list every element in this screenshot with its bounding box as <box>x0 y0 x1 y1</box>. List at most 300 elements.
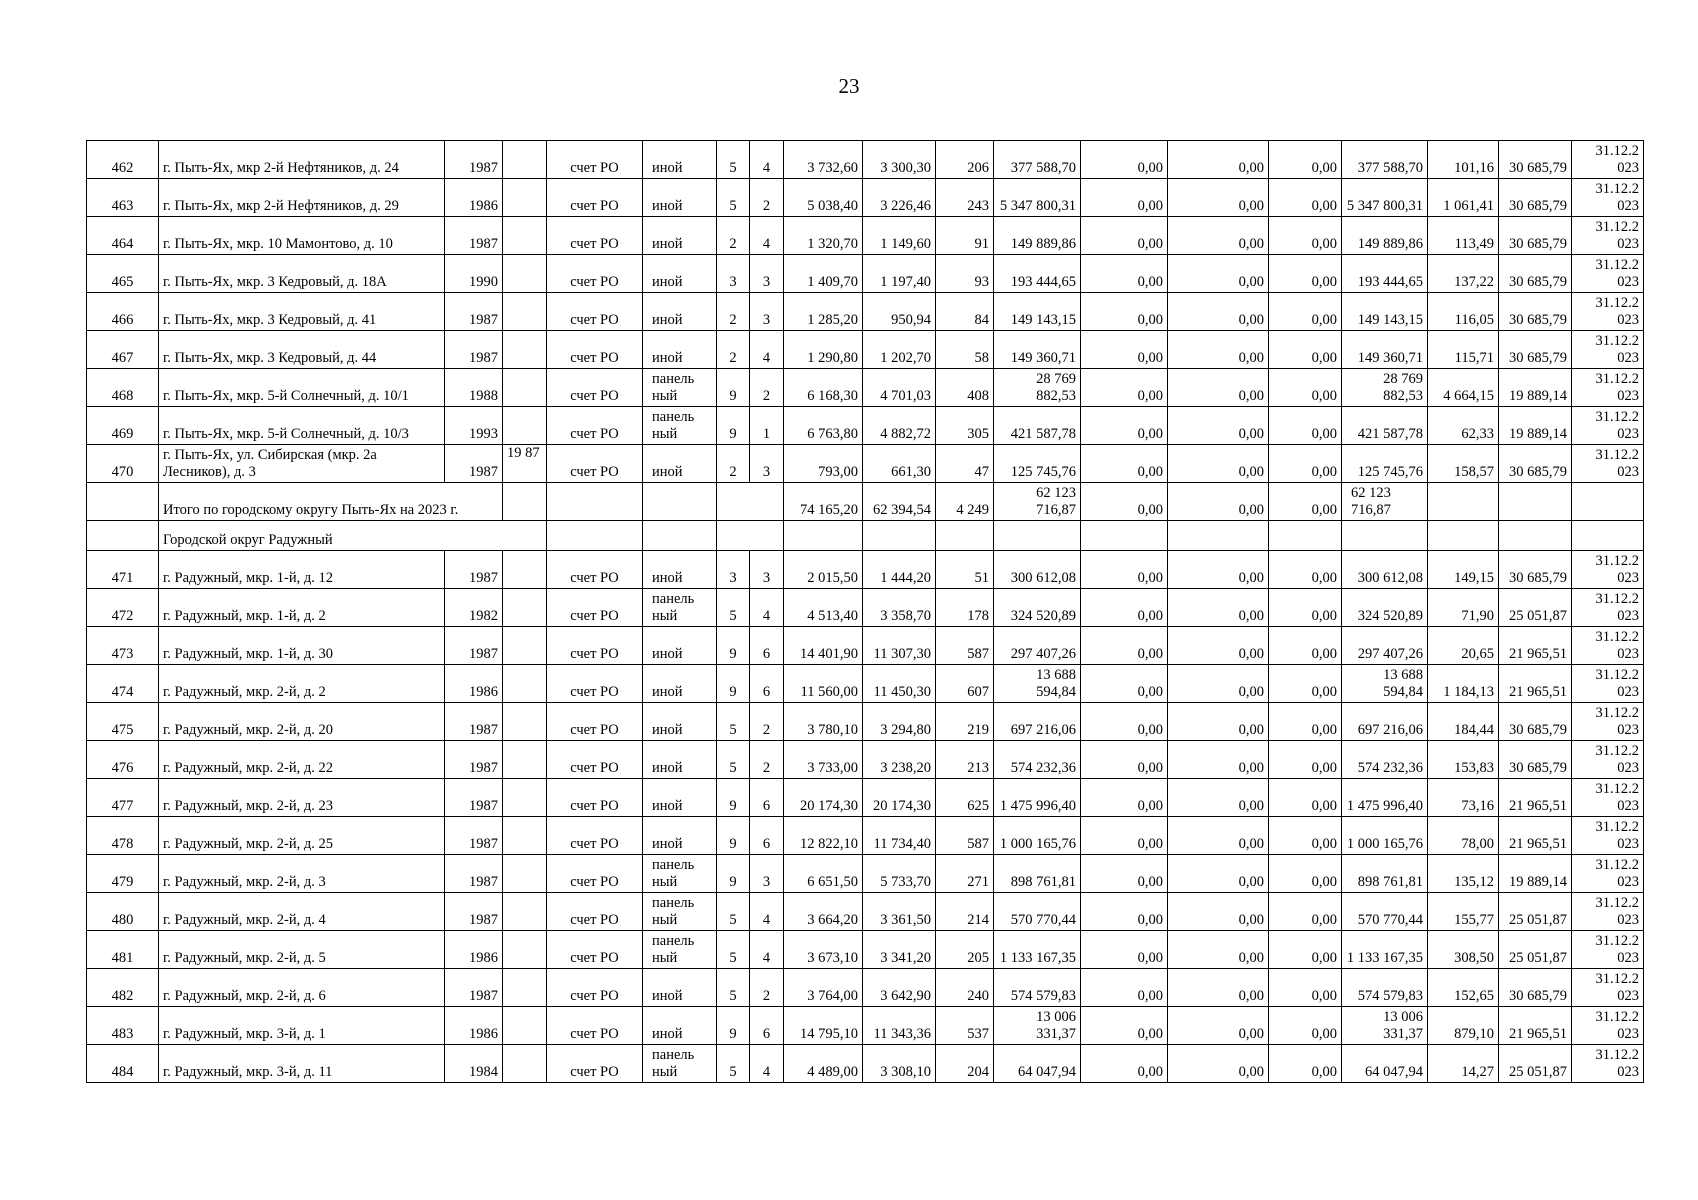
entrances-cell: 2 <box>750 369 784 407</box>
regional-funds-cell: 0,00 <box>1168 331 1269 369</box>
section-title: Городской округ Радужный <box>159 521 547 551</box>
total-cost-cell: 125 745,76 <box>994 445 1081 483</box>
federal-funds-cell: 0,00 <box>1081 179 1168 217</box>
housing-register-table <box>86 140 1644 1083</box>
unit-limit-cell: 30 685,79 <box>1499 741 1572 779</box>
entrances-cell: 6 <box>750 665 784 703</box>
regional-funds-cell: 0,00 <box>1168 1007 1269 1045</box>
wall-material-cell: иной <box>643 551 717 589</box>
residents-cell: 587 <box>936 817 994 855</box>
living-area-cell: 3 358,70 <box>863 589 936 627</box>
unit-limit-cell: 25 051,87 <box>1499 1045 1572 1083</box>
year-commissioned-cell <box>503 893 547 931</box>
living-area-cell: 11 307,30 <box>863 627 936 665</box>
entrances-cell: 4 <box>750 217 784 255</box>
total-row <box>87 483 1644 521</box>
owner-funds-cell: 125 745,76 <box>1342 445 1428 483</box>
total-cost-cell: 1 133 167,35 <box>994 931 1081 969</box>
owner-funds-cell: 1 133 167,35 <box>1342 931 1428 969</box>
floors-cell: 5 <box>717 741 750 779</box>
federal-funds-cell: 0,00 <box>1081 779 1168 817</box>
regional-funds-cell: 0,00 <box>1168 407 1269 445</box>
municipal-funds-cell: 0,00 <box>1269 445 1342 483</box>
residents-cell: 205 <box>936 931 994 969</box>
table-body <box>87 141 1644 1083</box>
federal-funds-cell: 0,00 <box>1081 551 1168 589</box>
total-cost-cell: 1 000 165,76 <box>994 817 1081 855</box>
unit-cost-cell: 184,44 <box>1428 703 1499 741</box>
address-cell: г. Пыть-Ях, мкр. 3 Кедровый, д. 18А <box>159 255 445 293</box>
living-area-cell: 11 450,30 <box>863 665 936 703</box>
unit-cost-cell: 879,10 <box>1428 1007 1499 1045</box>
wall-material-cell: панель ный <box>643 589 717 627</box>
year-commissioned-cell <box>503 331 547 369</box>
regional-funds-cell: 0,00 <box>1168 969 1269 1007</box>
federal-funds-cell: 0,00 <box>1081 369 1168 407</box>
municipal-funds-cell: 0,00 <box>1269 141 1342 179</box>
year-built-cell: 1986 <box>445 1007 503 1045</box>
unit-cost-cell: 20,65 <box>1428 627 1499 665</box>
year-built-cell: 1986 <box>445 931 503 969</box>
regional-funds-cell: 0,00 <box>1168 255 1269 293</box>
federal-funds-cell: 0,00 <box>1081 217 1168 255</box>
floors-cell: 9 <box>717 855 750 893</box>
floors-cell: 2 <box>717 293 750 331</box>
completion-date-cell: 31.12.2 023 <box>1572 1045 1644 1083</box>
entrances-cell: 3 <box>750 855 784 893</box>
unit-limit-cell: 21 965,51 <box>1499 665 1572 703</box>
wall-material-cell: иной <box>643 141 717 179</box>
residents-cell: 214 <box>936 893 994 931</box>
funding-source-cell: счет РО <box>547 779 643 817</box>
table-row <box>87 817 1644 855</box>
owner-funds-cell: 13 006 331,37 <box>1342 1007 1428 1045</box>
funding-source-cell: счет РО <box>547 969 643 1007</box>
municipal-funds-cell: 0,00 <box>1269 255 1342 293</box>
year-built-cell: 1987 <box>445 703 503 741</box>
unit-limit-cell: 19 889,14 <box>1499 855 1572 893</box>
municipal-funds-cell: 0,00 <box>1269 331 1342 369</box>
wall-material-cell: иной <box>643 741 717 779</box>
residents-cell: 587 <box>936 627 994 665</box>
total-residents-cell: 4 249 <box>936 483 994 521</box>
total-area-cell: 20 174,30 <box>784 779 863 817</box>
address-cell: г. Радужный, мкр. 1-й, д. 30 <box>159 627 445 665</box>
living-area-cell: 3 308,10 <box>863 1045 936 1083</box>
floors-cell: 9 <box>717 369 750 407</box>
regional-funds-cell: 0,00 <box>1168 817 1269 855</box>
regional-funds-cell: 0,00 <box>1168 741 1269 779</box>
wall-material-cell: панель ный <box>643 407 717 445</box>
completion-date-cell: 31.12.2 023 <box>1572 331 1644 369</box>
completion-date-cell: 31.12.2 023 <box>1572 445 1644 483</box>
funding-source-cell: счет РО <box>547 331 643 369</box>
year-built-cell: 1986 <box>445 179 503 217</box>
address-cell: г. Радужный, мкр. 2-й, д. 5 <box>159 931 445 969</box>
empty-cell <box>717 521 784 551</box>
total-v3-cell: 0,00 <box>1269 483 1342 521</box>
regional-funds-cell: 0,00 <box>1168 931 1269 969</box>
total-cost-cell: 898 761,81 <box>994 855 1081 893</box>
residents-cell: 47 <box>936 445 994 483</box>
completion-date-cell: 31.12.2 023 <box>1572 665 1644 703</box>
year-built-cell: 1987 <box>445 445 503 483</box>
floors-cell: 5 <box>717 893 750 931</box>
total-area-cell: 3 733,00 <box>784 741 863 779</box>
empty-cell <box>1499 483 1572 521</box>
wall-material-cell: панель ный <box>643 369 717 407</box>
entrances-cell: 4 <box>750 141 784 179</box>
total-area-cell: 3 780,10 <box>784 703 863 741</box>
unit-cost-cell: 115,71 <box>1428 331 1499 369</box>
funding-source-cell: счет РО <box>547 627 643 665</box>
total-area-cell: 1 320,70 <box>784 217 863 255</box>
residents-cell: 305 <box>936 407 994 445</box>
federal-funds-cell: 0,00 <box>1081 969 1168 1007</box>
wall-material-cell: иной <box>643 1007 717 1045</box>
empty-cell <box>936 521 994 551</box>
row-number: 462 <box>87 141 159 179</box>
total-cost-cell: 697 216,06 <box>994 703 1081 741</box>
total-area-cell: 6 763,80 <box>784 407 863 445</box>
empty-cell <box>994 521 1081 551</box>
completion-date-cell: 31.12.2 023 <box>1572 141 1644 179</box>
residents-cell: 243 <box>936 179 994 217</box>
unit-cost-cell: 137,22 <box>1428 255 1499 293</box>
address-cell: г. Радужный, мкр. 2-й, д. 20 <box>159 703 445 741</box>
federal-funds-cell: 0,00 <box>1081 331 1168 369</box>
completion-date-cell: 31.12.2 023 <box>1572 293 1644 331</box>
regional-funds-cell: 0,00 <box>1168 141 1269 179</box>
municipal-funds-cell: 0,00 <box>1269 179 1342 217</box>
row-number: 465 <box>87 255 159 293</box>
funding-source-cell: счет РО <box>547 931 643 969</box>
year-built-cell: 1987 <box>445 969 503 1007</box>
entrances-cell: 1 <box>750 407 784 445</box>
wall-material-cell: панель ный <box>643 855 717 893</box>
completion-date-cell: 31.12.2 023 <box>1572 1007 1644 1045</box>
year-built-cell: 1987 <box>445 817 503 855</box>
address-cell: г. Радужный, мкр. 3-й, д. 1 <box>159 1007 445 1045</box>
address-cell: г. Пыть-Ях, мкр 2-й Нефтяников, д. 29 <box>159 179 445 217</box>
table-row <box>87 627 1644 665</box>
regional-funds-cell: 0,00 <box>1168 627 1269 665</box>
row-number: 470 <box>87 445 159 483</box>
federal-funds-cell: 0,00 <box>1081 589 1168 627</box>
total-cost-cell: 300 612,08 <box>994 551 1081 589</box>
year-commissioned-cell <box>503 179 547 217</box>
year-commissioned-cell <box>503 969 547 1007</box>
empty-cell <box>1081 521 1168 551</box>
table-row <box>87 179 1644 217</box>
table-row <box>87 741 1644 779</box>
table-row <box>87 293 1644 331</box>
entrances-cell: 2 <box>750 703 784 741</box>
federal-funds-cell: 0,00 <box>1081 627 1168 665</box>
address-cell: г. Радужный, мкр. 2-й, д. 23 <box>159 779 445 817</box>
empty-cell <box>1428 521 1499 551</box>
regional-funds-cell: 0,00 <box>1168 1045 1269 1083</box>
total-area-cell: 11 560,00 <box>784 665 863 703</box>
funding-source-cell: счет РО <box>547 1007 643 1045</box>
year-commissioned-cell <box>503 589 547 627</box>
living-area-cell: 4 701,03 <box>863 369 936 407</box>
total-cost-cell: 1 475 996,40 <box>994 779 1081 817</box>
living-area-cell: 1 444,20 <box>863 551 936 589</box>
federal-funds-cell: 0,00 <box>1081 817 1168 855</box>
year-built-cell: 1987 <box>445 217 503 255</box>
floors-cell: 9 <box>717 407 750 445</box>
municipal-funds-cell: 0,00 <box>1269 293 1342 331</box>
municipal-funds-cell: 0,00 <box>1269 741 1342 779</box>
entrances-cell: 6 <box>750 627 784 665</box>
funding-source-cell: счет РО <box>547 741 643 779</box>
owner-funds-cell: 300 612,08 <box>1342 551 1428 589</box>
empty-cell <box>643 521 717 551</box>
table-row <box>87 931 1644 969</box>
table-row <box>87 703 1644 741</box>
table-row <box>87 217 1644 255</box>
floors-cell: 5 <box>717 179 750 217</box>
residents-cell: 240 <box>936 969 994 1007</box>
year-built-cell: 1984 <box>445 1045 503 1083</box>
floors-cell: 9 <box>717 817 750 855</box>
municipal-funds-cell: 0,00 <box>1269 665 1342 703</box>
residents-cell: 271 <box>936 855 994 893</box>
federal-funds-cell: 0,00 <box>1081 741 1168 779</box>
total-cost-cell: 297 407,26 <box>994 627 1081 665</box>
residents-cell: 204 <box>936 1045 994 1083</box>
residents-cell: 84 <box>936 293 994 331</box>
table-row <box>87 551 1644 589</box>
living-area-cell: 3 226,46 <box>863 179 936 217</box>
total-area2-cell: 62 394,54 <box>863 483 936 521</box>
unit-cost-cell: 62,33 <box>1428 407 1499 445</box>
table-row <box>87 969 1644 1007</box>
table-row <box>87 255 1644 293</box>
federal-funds-cell: 0,00 <box>1081 1007 1168 1045</box>
floors-cell: 9 <box>717 1007 750 1045</box>
unit-cost-cell: 158,57 <box>1428 445 1499 483</box>
year-built-cell: 1982 <box>445 589 503 627</box>
wall-material-cell: иной <box>643 179 717 217</box>
table-row <box>87 369 1644 407</box>
wall-material-cell: панель ный <box>643 1045 717 1083</box>
floors-cell: 2 <box>717 217 750 255</box>
total-area-cell: 3 732,60 <box>784 141 863 179</box>
empty-cell <box>547 483 643 521</box>
year-commissioned-cell <box>503 931 547 969</box>
owner-funds-cell: 5 347 800,31 <box>1342 179 1428 217</box>
residents-cell: 91 <box>936 217 994 255</box>
unit-limit-cell: 21 965,51 <box>1499 817 1572 855</box>
funding-source-cell: счет РО <box>547 665 643 703</box>
regional-funds-cell: 0,00 <box>1168 665 1269 703</box>
wall-material-cell: иной <box>643 779 717 817</box>
table-row <box>87 331 1644 369</box>
entrances-cell: 2 <box>750 741 784 779</box>
total-area-cell: 3 664,20 <box>784 893 863 931</box>
total-area-cell: 4 489,00 <box>784 1045 863 1083</box>
total-area-cell: 3 673,10 <box>784 931 863 969</box>
unit-cost-cell: 135,12 <box>1428 855 1499 893</box>
row-number: 476 <box>87 741 159 779</box>
total-cost-cell: 324 520,89 <box>994 589 1081 627</box>
unit-limit-cell: 30 685,79 <box>1499 445 1572 483</box>
total-cost-cell: 149 889,86 <box>994 217 1081 255</box>
unit-cost-cell: 149,15 <box>1428 551 1499 589</box>
floors-cell: 2 <box>717 445 750 483</box>
total-area-cell: 1 409,70 <box>784 255 863 293</box>
wall-material-cell: иной <box>643 627 717 665</box>
year-built-cell: 1987 <box>445 293 503 331</box>
unit-limit-cell: 21 965,51 <box>1499 779 1572 817</box>
funding-source-cell: счет РО <box>547 179 643 217</box>
address-cell: г. Радужный, мкр. 2-й, д. 4 <box>159 893 445 931</box>
table-row <box>87 893 1644 931</box>
unit-limit-cell: 30 685,79 <box>1499 179 1572 217</box>
unit-cost-cell: 153,83 <box>1428 741 1499 779</box>
wall-material-cell: панель ный <box>643 893 717 931</box>
entrances-cell: 3 <box>750 445 784 483</box>
wall-material-cell: иной <box>643 255 717 293</box>
federal-funds-cell: 0,00 <box>1081 893 1168 931</box>
federal-funds-cell: 0,00 <box>1081 407 1168 445</box>
funding-source-cell: счет РО <box>547 407 643 445</box>
funding-source-cell: счет РО <box>547 551 643 589</box>
completion-date-cell: 31.12.2 023 <box>1572 893 1644 931</box>
owner-funds-cell: 377 588,70 <box>1342 141 1428 179</box>
entrances-cell: 4 <box>750 1045 784 1083</box>
total-cost-cell: 13 688 594,84 <box>994 665 1081 703</box>
year-built-cell: 1987 <box>445 855 503 893</box>
federal-funds-cell: 0,00 <box>1081 293 1168 331</box>
funding-source-cell: счет РО <box>547 217 643 255</box>
completion-date-cell: 31.12.2 023 <box>1572 855 1644 893</box>
completion-date-cell: 31.12.2 023 <box>1572 407 1644 445</box>
year-built-cell: 1988 <box>445 369 503 407</box>
wall-material-cell: иной <box>643 703 717 741</box>
residents-cell: 58 <box>936 331 994 369</box>
wall-material-cell: иной <box>643 293 717 331</box>
total-area-cell: 3 764,00 <box>784 969 863 1007</box>
residents-cell: 219 <box>936 703 994 741</box>
living-area-cell: 1 202,70 <box>863 331 936 369</box>
entrances-cell: 4 <box>750 931 784 969</box>
year-commissioned-cell <box>503 665 547 703</box>
total-cost-cell: 5 347 800,31 <box>994 179 1081 217</box>
living-area-cell: 1 197,40 <box>863 255 936 293</box>
year-commissioned-cell <box>503 255 547 293</box>
year-built-cell: 1987 <box>445 141 503 179</box>
row-number: 467 <box>87 331 159 369</box>
living-area-cell: 1 149,60 <box>863 217 936 255</box>
entrances-cell: 4 <box>750 893 784 931</box>
floors-cell: 5 <box>717 703 750 741</box>
total-area-cell: 2 015,50 <box>784 551 863 589</box>
address-cell: г. Радужный, мкр. 2-й, д. 22 <box>159 741 445 779</box>
entrances-cell: 6 <box>750 1007 784 1045</box>
total-cost-cell: 570 770,44 <box>994 893 1081 931</box>
total-cost-cell: 421 587,78 <box>994 407 1081 445</box>
municipal-funds-cell: 0,00 <box>1269 369 1342 407</box>
empty-cell <box>1342 521 1428 551</box>
entrances-cell: 4 <box>750 331 784 369</box>
row-number: 478 <box>87 817 159 855</box>
living-area-cell: 11 734,40 <box>863 817 936 855</box>
federal-funds-cell: 0,00 <box>1081 703 1168 741</box>
completion-date-cell: 31.12.2 023 <box>1572 817 1644 855</box>
year-built-cell: 1993 <box>445 407 503 445</box>
funding-source-cell: счет РО <box>547 293 643 331</box>
completion-date-cell: 31.12.2 023 <box>1572 589 1644 627</box>
unit-limit-cell: 30 685,79 <box>1499 141 1572 179</box>
wall-material-cell: панель ный <box>643 931 717 969</box>
unit-limit-cell: 21 965,51 <box>1499 1007 1572 1045</box>
completion-date-cell: 31.12.2 023 <box>1572 255 1644 293</box>
unit-limit-cell: 30 685,79 <box>1499 551 1572 589</box>
address-cell: г. Пыть-Ях, мкр 2-й Нефтяников, д. 24 <box>159 141 445 179</box>
section-header-row <box>87 521 1644 551</box>
owner-funds-cell: 421 587,78 <box>1342 407 1428 445</box>
total-area-cell: 6 651,50 <box>784 855 863 893</box>
year-commissioned-cell <box>503 551 547 589</box>
wall-material-cell: иной <box>643 665 717 703</box>
owner-funds-cell: 149 889,86 <box>1342 217 1428 255</box>
total-cost-cell: 13 006 331,37 <box>994 1007 1081 1045</box>
unit-cost-cell: 71,90 <box>1428 589 1499 627</box>
total-cost-cell: 377 588,70 <box>994 141 1081 179</box>
living-area-cell: 11 343,36 <box>863 1007 936 1045</box>
living-area-cell: 3 361,50 <box>863 893 936 931</box>
row-number: 469 <box>87 407 159 445</box>
municipal-funds-cell: 0,00 <box>1269 855 1342 893</box>
completion-date-cell: 31.12.2 023 <box>1572 627 1644 665</box>
empty-cell <box>717 483 784 521</box>
year-commissioned-cell: 19 87 <box>503 445 547 483</box>
residents-cell: 93 <box>936 255 994 293</box>
floors-cell: 3 <box>717 551 750 589</box>
table-row <box>87 141 1644 179</box>
funding-source-cell: счет РО <box>547 1045 643 1083</box>
owner-funds-cell: 64 047,94 <box>1342 1045 1428 1083</box>
total-cost-cell: 64 047,94 <box>994 1045 1081 1083</box>
total-area-cell: 6 168,30 <box>784 369 863 407</box>
wall-material-cell: иной <box>643 969 717 1007</box>
year-built-cell: 1990 <box>445 255 503 293</box>
regional-funds-cell: 0,00 <box>1168 217 1269 255</box>
unit-cost-cell: 155,77 <box>1428 893 1499 931</box>
municipal-funds-cell: 0,00 <box>1269 931 1342 969</box>
regional-funds-cell: 0,00 <box>1168 589 1269 627</box>
completion-date-cell: 31.12.2 023 <box>1572 369 1644 407</box>
total-cost-cell: 149 143,15 <box>994 293 1081 331</box>
address-cell: г. Радужный, мкр. 2-й, д. 25 <box>159 817 445 855</box>
empty-cell <box>503 483 547 521</box>
living-area-cell: 4 882,72 <box>863 407 936 445</box>
floors-cell: 5 <box>717 969 750 1007</box>
owner-funds-cell: 574 579,83 <box>1342 969 1428 1007</box>
floors-cell: 5 <box>717 931 750 969</box>
federal-funds-cell: 0,00 <box>1081 931 1168 969</box>
owner-funds-cell: 574 232,36 <box>1342 741 1428 779</box>
entrances-cell: 3 <box>750 255 784 293</box>
completion-date-cell: 31.12.2 023 <box>1572 969 1644 1007</box>
empty-cell <box>1572 483 1644 521</box>
row-number: 480 <box>87 893 159 931</box>
owner-funds-cell: 193 444,65 <box>1342 255 1428 293</box>
unit-limit-cell: 30 685,79 <box>1499 255 1572 293</box>
